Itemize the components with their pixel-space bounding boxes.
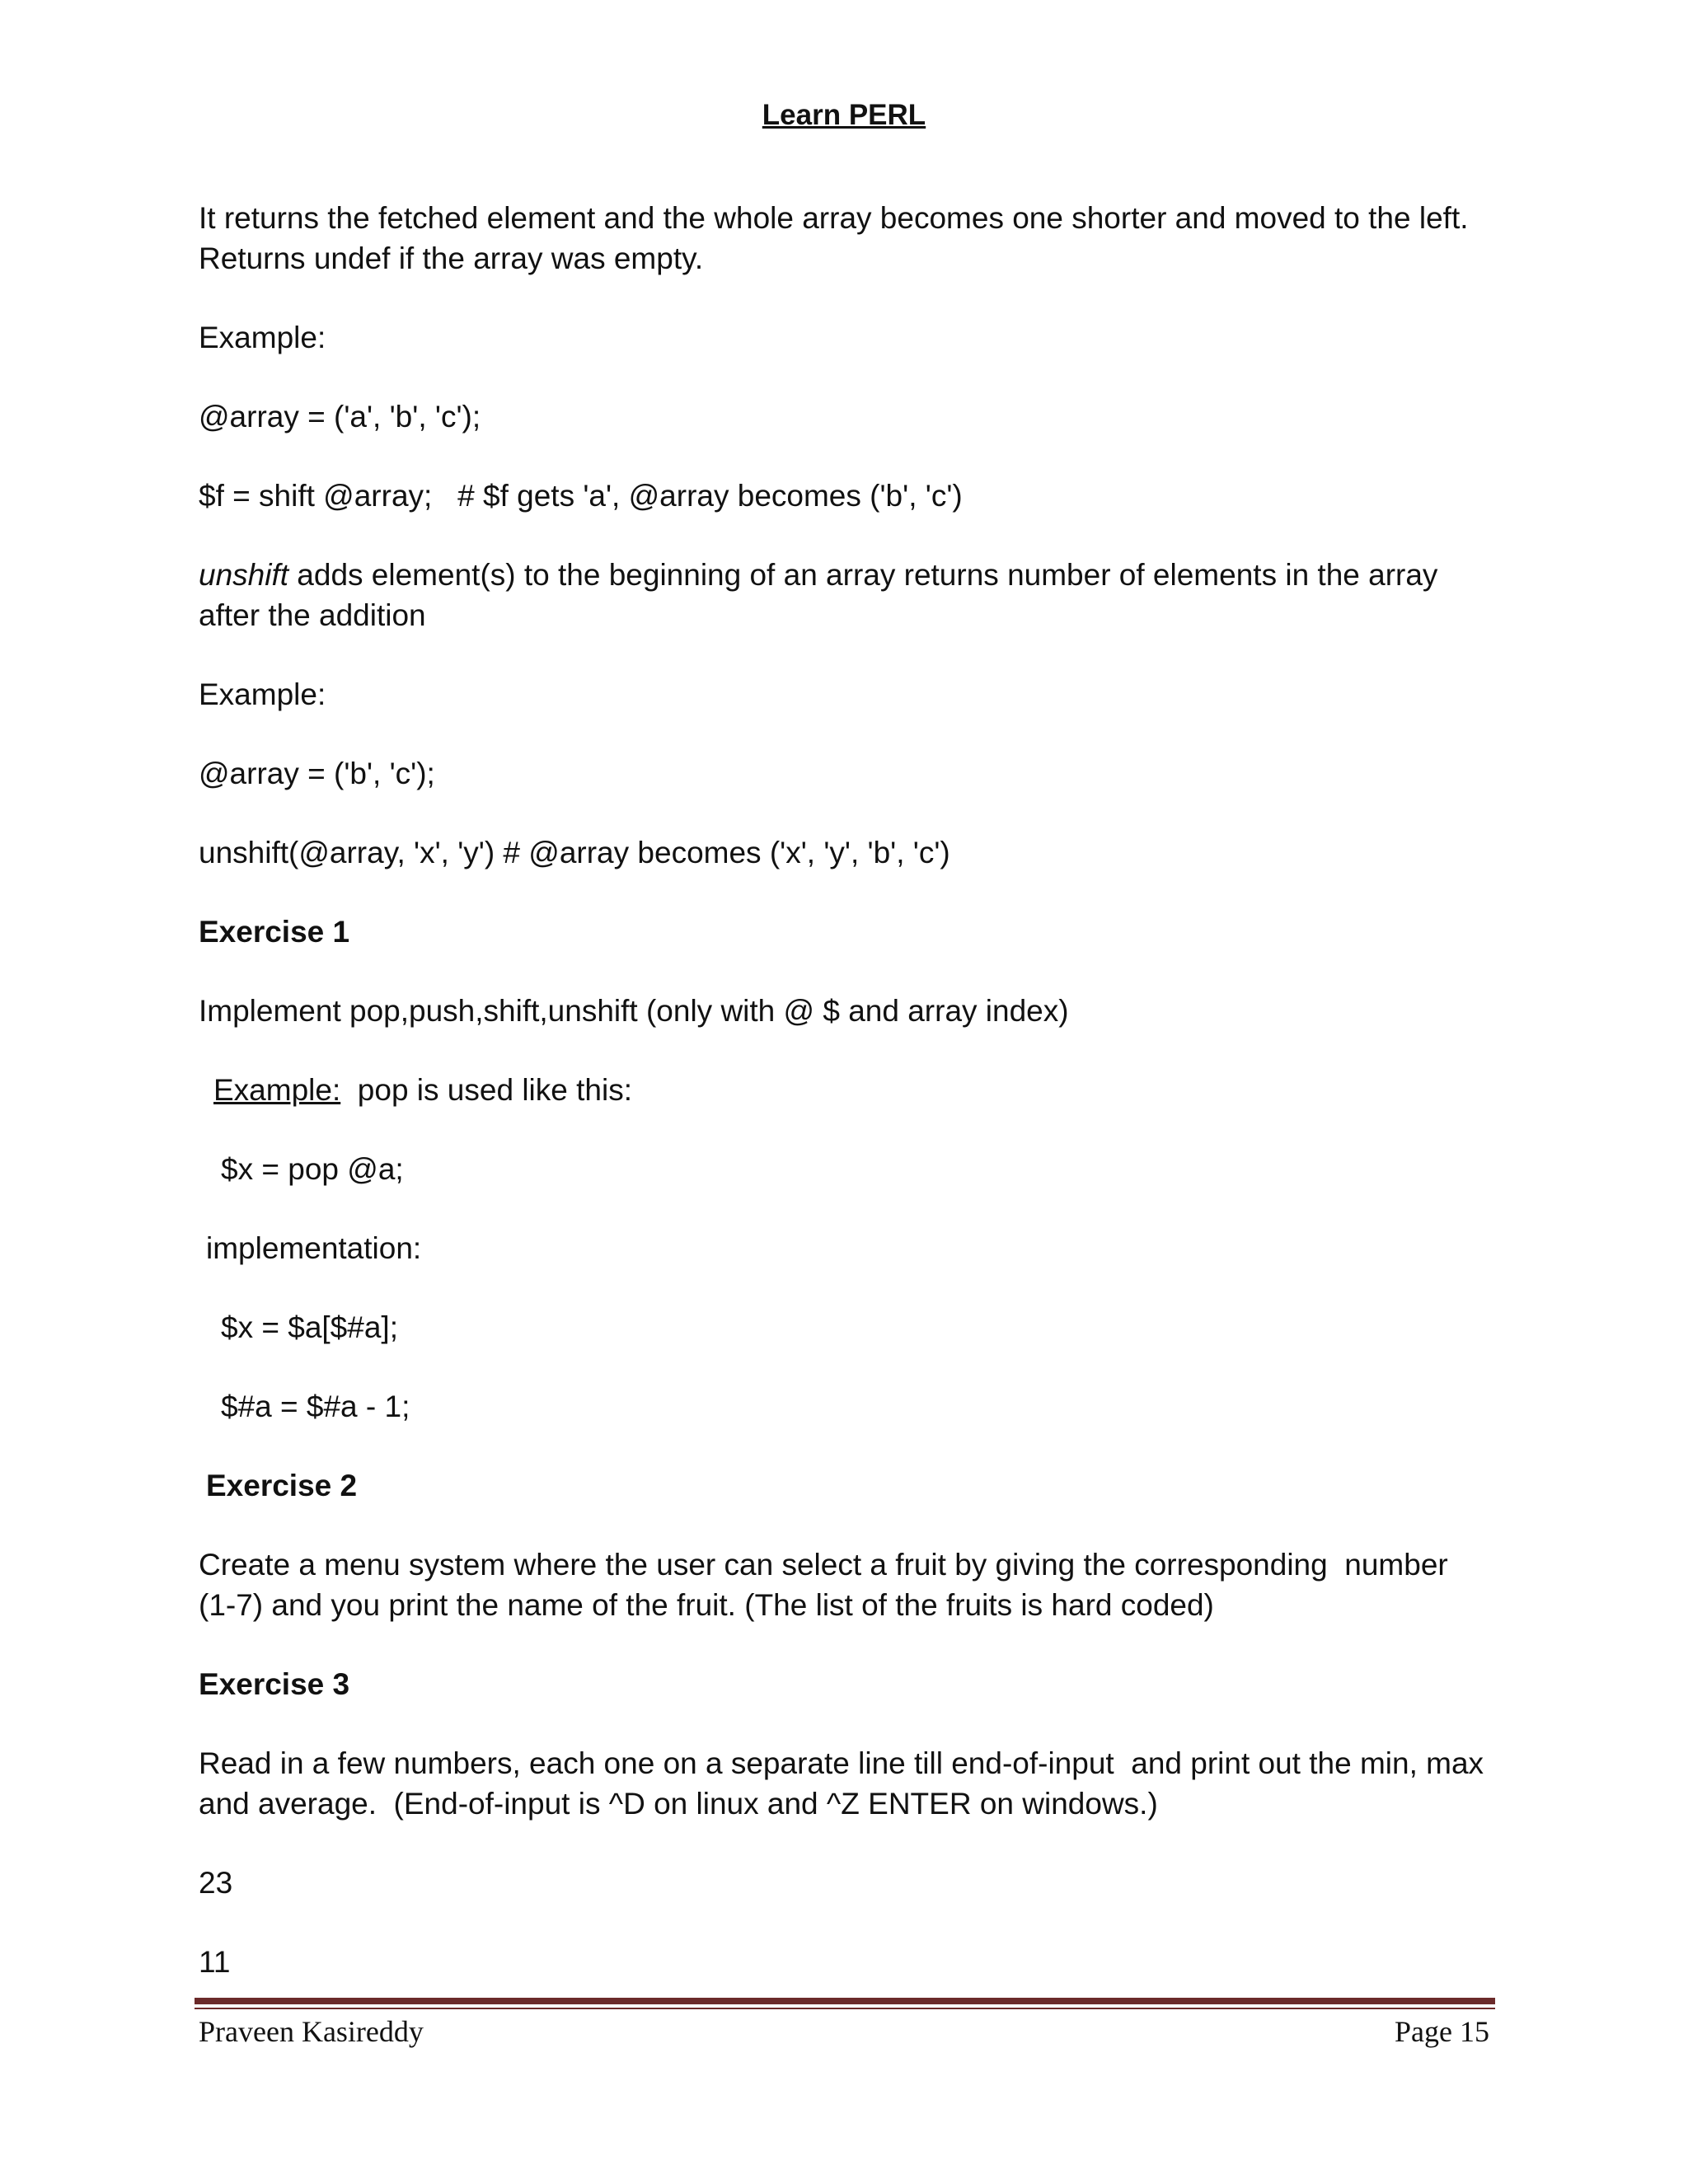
footer-divider-thin xyxy=(195,2008,1495,2009)
example-label: Example: xyxy=(199,321,326,354)
implementation-label: implementation: xyxy=(206,1231,422,1265)
exercise-1-example xyxy=(199,1070,1493,1110)
code-line: $f = shift @array; # $f gets 'a', @array becomes ('b', 'c') xyxy=(199,479,963,513)
sample-number: 23 xyxy=(199,1866,233,1900)
code-line: $#a = $#a - 1; xyxy=(221,1390,410,1423)
paragraph-shift-returns: It returns the fetched element and the whole array becomes one shorter and moved to the left. Returns undef if the array was empty. xyxy=(199,201,1477,275)
unshift-description: adds element(s) to the beginning of an array returns number of elements in the array after the addition xyxy=(199,558,1447,632)
page-header-title: Learn PERL xyxy=(762,99,926,131)
paragraph-unshift xyxy=(199,555,1493,635)
code-line: @array = ('b', 'c'); xyxy=(199,757,435,790)
exercise-3-heading: Exercise 3 xyxy=(199,1667,350,1701)
sample-number: 11 xyxy=(199,1945,231,1979)
code-line: $x = $a[$#a]; xyxy=(221,1310,398,1344)
footer-page-number: Page 15 xyxy=(1395,2015,1489,2048)
exercise-1-text: Implement pop,push,shift,unshift (only with @ $ and array index) xyxy=(199,994,1069,1028)
exercise-2-heading: Exercise 2 xyxy=(206,1469,358,1502)
example-label: Example: xyxy=(199,677,326,711)
footer-divider xyxy=(195,1998,1495,2004)
page-footer xyxy=(199,2014,1489,2049)
footer-author: Praveen Kasireddy xyxy=(199,2015,424,2048)
exercise-3-text: Read in a few numbers, each one on a separate line till end-of-input and print out the min, max and average. (End-of-input is ^D on linux and ^Z ENTER on windows.) xyxy=(199,1746,1493,1821)
unshift-term: unshift xyxy=(199,558,289,592)
code-line: $x = pop @a; xyxy=(221,1152,404,1186)
exercise-1-example-text: pop is used like this: xyxy=(340,1073,632,1107)
code-line: @array = ('a', 'b', 'c'); xyxy=(199,400,481,434)
exercise-2-text: Create a menu system where the user can select a fruit by giving the corresponding number (1-7) and you print the name of the fruit. (The list of the fruits is hard coded) xyxy=(199,1548,1456,1622)
exercise-1-heading: Exercise 1 xyxy=(199,915,350,949)
exercise-1-example-label: Example: xyxy=(213,1073,341,1107)
page-content xyxy=(199,198,1493,1982)
code-line: unshift(@array, 'x', 'y') # @array becomes ('x', 'y', 'b', 'c') xyxy=(199,836,950,869)
